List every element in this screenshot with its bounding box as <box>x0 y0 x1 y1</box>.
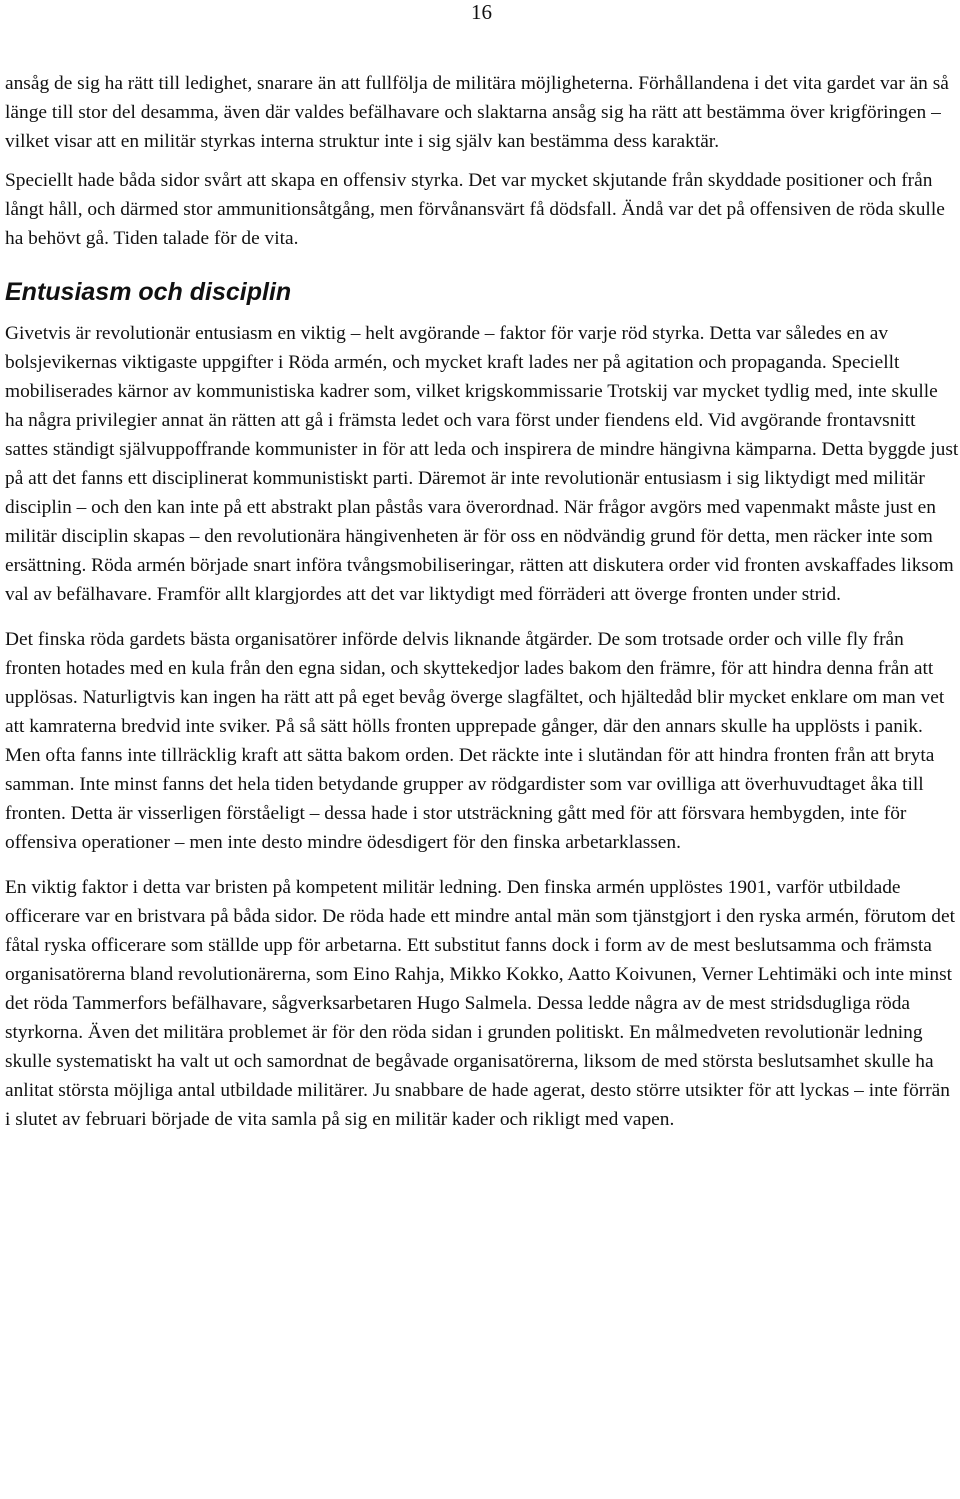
paragraph-militar-ledning: En viktig faktor i detta var bristen på kompetent militär ledning. Den finska armén upplöstes 1901, varför utbildade officerare var en bristvara på båda sidor. De röda hade ett mindre antal män som tjänstgjort i den ryska armén, förutom det fåtal ryska officerare som ställde upp för arbetarna. Ett substitut fanns dock i form av de mest beslutsamma och främsta organisatörerna bland revolutionärerna, som Eino Rahja, Mikko Kokko, Aatto Koivunen, Verner Lehtimäki och inte minst det röda Tammerfors befälhavare, sågverksarbetaren Hugo Salmela. Dessa ledde några av de mest stridsdugliga röda styrkorna. Även det militära problemet är för den röda sidan i grunden politiskt. En målmedveten revolutionär ledning skulle systematiskt ha valt ut och samordnat de begåvade organisatörerna, liksom de med största beslutsamhet skulle ha anlitat största möjliga antal utbildade militärer. Ju snabbare de hade agerat, desto större utsikter för att lyckas – inte förrän i slutet av februari började de vita samla på sig en militär kader och rikligt med vapen. <box>5 877 955 1130</box>
paragraph-entusiasm: Givetvis är revolutionär entusiasm en viktig – helt avgörande – faktor för varje röd styrka. Detta var således en av bolsjevikernas viktigaste uppgifter i Röda armén, och mycket kraft lades ner på agitation och propaganda. Speciellt mobiliserades kärnor av kommunistiska kadrer som, vilket krigskommissarie Trotskij var mycket tydlig med, inte skulle ha några privilegier annat än rätten att gå i främsta ledet och vara först under fiendens eld. Vid avgörande frontavsnitt sattes ständigt självuppoffrande kommunister in för att leda och inspirera de mindre hängivna kämparna. Detta byggde just på att det fanns ett disciplinerat kommunistiskt parti. Däremot är inte revolutionär entusiasm i sig liktydigt med militär disciplin – och den kan inte på ett abstrakt plan påstås vara överordnad. När frågor avgörs med vapenmakt måste just en militär disciplin skapas – den revolutionära hängivenheten är för oss en nödvändig grund för detta, men räcker inte som ersättning. Röda armén började snart införa tvångsmobiliseringar, rätten att diskutera order vid fronten avskaffades liksom val av befälhavare. Framför allt klargjordes att det var liktydigt med förräderi att överge fronten under strid. <box>5 323 959 605</box>
paragraph-offensive: Speciellt hade båda sidor svårt att skapa en offensiv styrka. Det var mycket skjutande från skyddade positioner och från långt håll, och därmed stor ammunitionsåtgång, men förvånansvärt få dödsfall. Ändå var det på offensiven de röda skulle ha behövt gå. Tiden talade för de vita. <box>5 170 945 249</box>
paragraph-finska-gardet: Det finska röda gardets bästa organisatörer införde delvis liknande åtgärder. De som trotsade order och ville fly från fronten hotades med en kula från den egna sidan, och skyttekedjor lades bakom den främre, för att hindra denna från att upplösas. Naturligtvis kan ingen ha rätt att på eget bevåg överge slagfältet, och hjältedåd blir mycket enklare om man vet att kamraterna bredvid inte sviker. På så sätt hölls fronten upprepade gånger, där den annars skulle ha upplösts i panik. Men ofta fanns inte tillräcklig kraft att sätta bakom orden. Det räckte inte i slutändan för att hindra fronten från att bryta samman. Inte minst fanns det hela tiden betydande grupper av rödgardister som var ovilliga att överhuvudtaget åka till fronten. Detta är visserligen förståeligt – dessa hade i stor utsträckning gått med för att försvara hembygden, inte för offensiva operationer – men inte desto mindre ödesdigert för den finska arbetarklassen. <box>5 629 945 853</box>
document-body <box>5 69 960 1134</box>
paragraph-intro: ansåg de sig ha rätt till ledighet, snarare än att fullfölja de militära möjligheterna. Förhållandena i det vita gardet var än så länge till stor del desamma, även där valdes befälhavare och slaktarna ansåg sig ha rätt att bestämma över krigföringen – vilket visar att en militär styrkas interna struktur inte i sig själv kan bestämma dess karaktär. <box>5 73 949 152</box>
section-heading: Entusiasm och disciplin <box>5 278 292 306</box>
page-number: 16 <box>471 0 492 24</box>
